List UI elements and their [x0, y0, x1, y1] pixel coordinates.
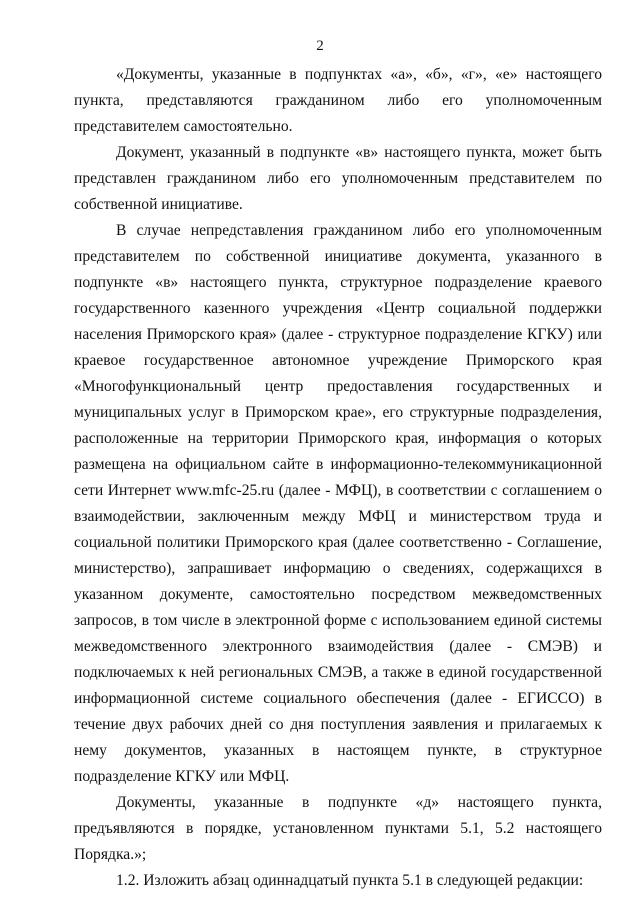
- paragraph-amendment-1-2: 1.2. Изложить абзац одиннадцатый пункта 5.1 в следующей редакции:: [116, 872, 584, 889]
- page-number: 2: [316, 38, 324, 54]
- paragraph-interagency-request: В случае непредставления гражданином либо его уполномоченным представителем по собственной инициативе документа, указанного в подпункте «в» настоящего пункта, структурное подразделение краевого государственного казенного учреждения «Центр социальной поддержки населения Приморского края» (далее - структурное подразделение КГКУ) или краевое государственное автономное учреждение Приморского края «Многофункциональный центр предоставления государственных и муниципальных услуг в Приморском крае», его структурные подразделения, расположенные на территории Приморского края, информация о которых размещена на официальном сайте в информационно-телекоммуникационной сети Интернет www.mfc-25.ru (далее - МФЦ), в соответствии с соглашением о взаимодействии, заключенным между МФЦ и министерством труда и социальной политики Приморского края (далее соответственно - Соглашение, министерство), запрашивает информацию о сведениях, содержащихся в указанном документе, самостоятельно посредством межведомственных запросов, в том числе в электронной форме с использованием единой системы межведомственного электронного взаимодействия (далее - СМЭВ) и подключаемых к ней региональных СМЭВ, а также в единой государственной информационной системе социального обеспечения (далее - ЕГИССО) в течение двух рабочих дней со дня поступления заявления и прилагаемых к нему документов, указанных в настоящем пункте, в структурное подразделение КГКУ или МФЦ.: [74, 222, 602, 785]
- paragraph-documents-presented: Документы, указанные в подпункте «д» настоящего пункта, предъявляются в порядке, установленном пунктами 5.1, 5.2 настоящего Порядка.»;: [74, 794, 602, 863]
- paragraph-document-own-initiative: Документ, указанный в подпункте «в» настоящего пункта, может быть представлен гражданином либо его уполномоченным представителем по собственной инициативе.: [74, 144, 602, 213]
- document-body: [74, 62, 602, 894]
- paragraph-documents-self-submitted: «Документы, указанные в подпунктах «а», «б», «г», «е» настоящего пункта, представляются гражданином либо его уполномоченным представителем самостоятельно.: [74, 66, 602, 135]
